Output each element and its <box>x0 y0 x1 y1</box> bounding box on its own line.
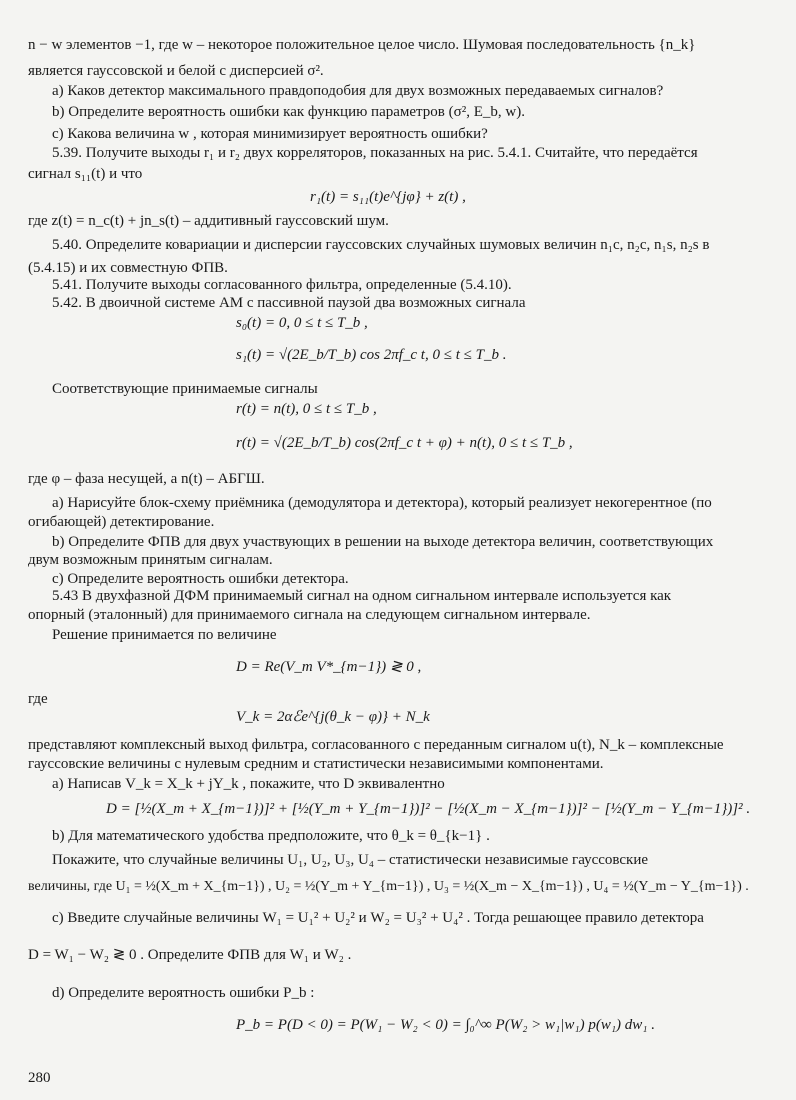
text-line: опорный (эталонный) для принимаемого сигнала на следующем сигнальном интервале. <box>28 607 591 623</box>
text-line: a) Каков детектор максимального правдоподобия для двух возможных передаваемых сигналов? <box>52 83 664 99</box>
text-line: величины, где U₁ = ½(X_m + X_{m−1}) , U₂ = ½(Y_m + Y_{m−1}) , U₃ = ½(X_m − X_{m−1}) , U₄ = ½(Y_m − Y_{m−1}) . <box>28 879 749 894</box>
equation: D = Re(V_m V*_{m−1}) ≷ 0 , <box>236 659 422 675</box>
text-line: сигнал s₁₁(t) и что <box>28 166 143 182</box>
equation: s₀(t) = 0, 0 ≤ t ≤ T_b , <box>236 315 368 331</box>
equation: r(t) = n(t), 0 ≤ t ≤ T_b , <box>236 401 377 417</box>
equation: s₁(t) = √(2E_b/T_b) cos 2πf_c t, 0 ≤ t ≤ T_b . <box>236 347 507 363</box>
text-line: огибающей) детектирование. <box>28 514 215 530</box>
equation: r(t) = √(2E_b/T_b) cos(2πf_c t + φ) + n(t), 0 ≤ t ≤ T_b , <box>236 435 573 451</box>
problem-5-41: 5.41. Получите выходы согласованного фильтра, определенные (5.4.10). <box>52 277 512 293</box>
text-line: b) Определите ФПВ для двух участвующих в решении на выходе детектора величин, соответствующих <box>52 534 714 550</box>
text-line: является гауссовской и белой с дисперсией σ². <box>28 63 324 79</box>
text-line: c) Введите случайные величины W₁ = U₁² + U₂² и W₂ = U₃² + U₄² . Тогда решающее правило детектора <box>52 910 704 926</box>
text-line: Решение принимается по величине <box>52 627 277 643</box>
text-line: где <box>28 691 48 707</box>
text-line: a) Нарисуйте блок-схему приёмника (демодулятора и детектора), который реализует некогерентное (по <box>52 495 712 511</box>
text-line: гауссовские величины с нулевым средним и статистически независимыми компонентами. <box>28 756 604 772</box>
page-number: 280 <box>28 1070 51 1086</box>
equation: D = [½(X_m + X_{m−1})]² + [½(Y_m + Y_{m−1})]² − [½(X_m − X_{m−1})]² − [½(Y_m − Y_{m−1})]² . <box>106 801 751 817</box>
text-line: b) Определите вероятность ошибки как функцию параметров (σ², E_b, w). <box>52 104 525 120</box>
text-line: c) Какова величина w , которая минимизирует вероятность ошибки? <box>52 126 488 142</box>
text-line: b) Для математического удобства предположите, что θ_k = θ_{k−1} . <box>52 828 490 844</box>
problem-5-42: 5.42. В двоичной системе АМ с пассивной паузой два возможных сигнала <box>52 295 526 311</box>
equation: r₁(t) = s₁₁(t)e^{jφ} + z(t) , <box>310 189 466 205</box>
text-line: представляют комплексный выход фильтра, согласованного с переданным сигналом u(t), N_k – комплексные <box>28 737 724 753</box>
text-line: где z(t) = n_c(t) + jn_s(t) – аддитивный гауссовский шум. <box>28 213 389 229</box>
problem-5-40: 5.40. Определите ковариации и дисперсии гауссовских случайных шумовых величин n₁c, n₂c, n₁s, n₂s в <box>52 237 710 253</box>
text-line: n − w элементов −1, где w – некоторое положительное целое число. Шумовая последовательность {n_k} <box>28 37 696 53</box>
problem-5-43: 5.43 В двухфазной ДФМ принимаемый сигнал на одном сигнальном интервале используется как <box>52 588 672 604</box>
text-line: Покажите, что случайные величины U₁, U₂, U₃, U₄ – статистически независимые гауссовские <box>52 852 649 868</box>
equation: P_b = P(D < 0) = P(W₁ − W₂ < 0) = ∫₀^∞ P(W₂ > w₁|w₁) p(w₁) dw₁ . <box>236 1017 656 1033</box>
text-line: двум возможным принятым сигналам. <box>28 552 273 568</box>
text-line: d) Определите вероятность ошибки P_b : <box>52 985 315 1001</box>
text-line: где φ – фаза несущей, а n(t) – АБГШ. <box>28 471 265 487</box>
equation: V_k = 2αℰe^{j(θ_k − φ)} + N_k <box>236 709 430 725</box>
problem-5-39: 5.39. Получите выходы r₁ и r₂ двух корреляторов, показанных на рис. 5.4.1. Считайте, что передаётся <box>52 145 698 161</box>
text-line: c) Определите вероятность ошибки детектора. <box>52 571 349 587</box>
text-line: D = W₁ − W₂ ≷ 0 . Определите ФПВ для W₁ и W₂ . <box>28 947 352 963</box>
text-line: a) Написав V_k = X_k + jY_k , покажите, что D эквивалентно <box>52 776 445 792</box>
text-line: (5.4.15) и их совместную ФПВ. <box>28 260 228 276</box>
text-line: Соответствующие принимаемые сигналы <box>52 381 318 397</box>
